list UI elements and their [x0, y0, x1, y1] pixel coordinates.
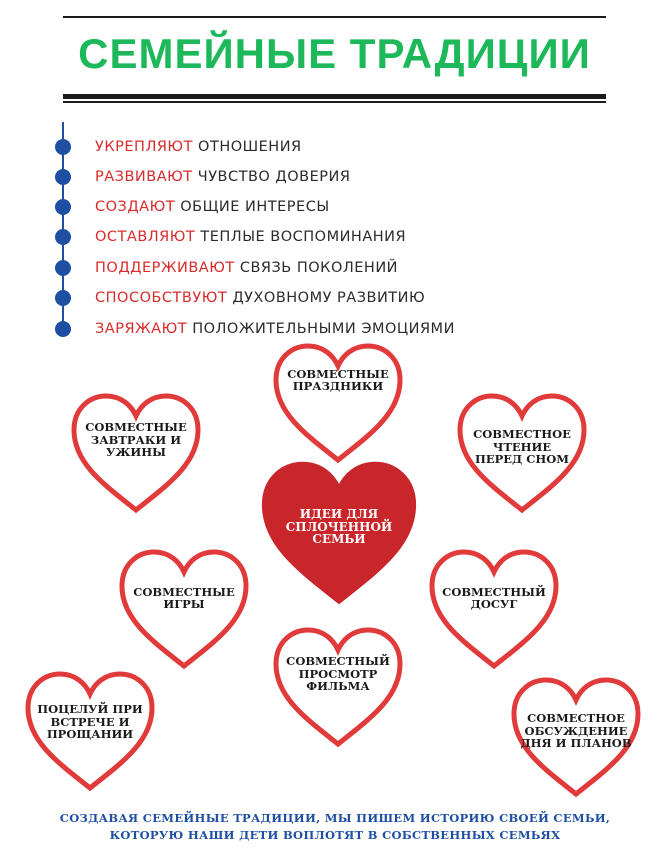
heart-reading — [452, 390, 592, 518]
bullet-verb: УКРЕПЛЯЮТ — [95, 139, 193, 155]
top-rule — [63, 16, 606, 18]
bullet-dot — [55, 139, 71, 155]
bullet-dot — [55, 169, 71, 185]
bullet-text: ОТНОШЕНИЯ — [198, 139, 302, 155]
bullet-dot — [55, 260, 71, 276]
bullet-verb: ПОДДЕРЖИВАЮТ — [95, 260, 235, 276]
heart-kiss — [20, 668, 160, 796]
bullet-dot — [55, 199, 71, 215]
bullet-verb: ЗАРЯЖАЮТ — [95, 321, 188, 337]
heart-label: СОВМЕСТНЫЙ ДОСУГ — [442, 584, 546, 611]
bullet-item — [95, 321, 455, 337]
heart-games — [114, 546, 254, 674]
bullet-item — [95, 229, 406, 245]
heart-label: ПОЦЕЛУЙ ПРИ ВСТРЕЧЕ И ПРОЩАНИИ — [37, 702, 143, 742]
footer-line-1: СОЗДАВАЯ СЕМЕЙНЫЕ ТРАДИЦИИ, МЫ ПИШЕМ ИСТОРИЮ СВОЕЙ СЕМЬИ, — [59, 811, 611, 825]
bullet-text: ТЕПЛЫЕ ВОСПОМИНАНИЯ — [200, 229, 407, 245]
heart-label: СОВМЕСТНОЕ ЧТЕНИЕ ПЕРЕД СНОМ — [473, 427, 571, 467]
bullet-text: ПОЛОЖИТЕЛЬНЫМИ ЭМОЦИЯМИ — [192, 321, 455, 337]
bullet-verb: ОСТАВЛЯЮТ — [95, 229, 196, 245]
bullet-item — [95, 199, 330, 215]
footer-line-2: КОТОРУЮ НАШИ ДЕТИ ВОПЛОТЯТ В СОБСТВЕННЫХ СЕМЬЯХ — [109, 828, 561, 842]
heart-label: ИДЕИ ДЛЯ СПЛОЧЕННОЙ СЕМЬИ — [285, 507, 393, 547]
bottom-rule-thick — [63, 94, 606, 99]
bullet-dot — [55, 229, 71, 245]
heart-breakfasts — [66, 390, 206, 518]
heart-label: СОВМЕСТНЫЕ ИГРЫ — [133, 584, 235, 611]
heart-holidays — [268, 340, 408, 468]
bullet-item — [95, 139, 302, 155]
bullet-item — [95, 260, 398, 276]
heart-leisure — [424, 546, 564, 674]
heart-movies — [268, 624, 408, 752]
bullet-verb: СОЗДАЮТ — [95, 199, 176, 215]
bottom-rule-thin — [63, 101, 606, 103]
bullet-verb: СПОСОБСТВУЮТ — [95, 290, 228, 306]
heart-center — [254, 456, 424, 612]
bullet-verb: РАЗВИВАЮТ — [95, 169, 193, 185]
heart-label: СОВМЕСТНОЕ ОБСУЖДЕНИЕ ДНЯ И ПЛАНОВ — [520, 711, 632, 751]
bullet-item — [95, 290, 425, 306]
bullet-text: ОБЩИЕ ИНТЕРЕСЫ — [180, 199, 330, 215]
heart-label: СОВМЕСТНЫЕ ПРАЗДНИКИ — [287, 366, 389, 393]
bullet-text: ДУХОВНОМУ РАЗВИТИЮ — [232, 290, 426, 306]
bullet-dot — [55, 290, 71, 306]
page-title: СЕМЕЙНЫЕ ТРАДИЦИИ — [78, 30, 591, 77]
bullet-item — [95, 169, 350, 185]
bullet-text: СВЯЗЬ ПОКОЛЕНИЙ — [239, 260, 399, 276]
heart-discussion — [506, 674, 646, 802]
heart-label: СОВМЕСТНЫЙ ПРОСМОТР ФИЛЬМА — [286, 654, 390, 694]
heart-label: СОВМЕСТНЫЕ ЗАВТРАКИ И УЖИНЫ — [85, 420, 187, 460]
bullet-dot — [55, 321, 71, 337]
bullet-text: ЧУВСТВО ДОВЕРИЯ — [197, 169, 351, 185]
